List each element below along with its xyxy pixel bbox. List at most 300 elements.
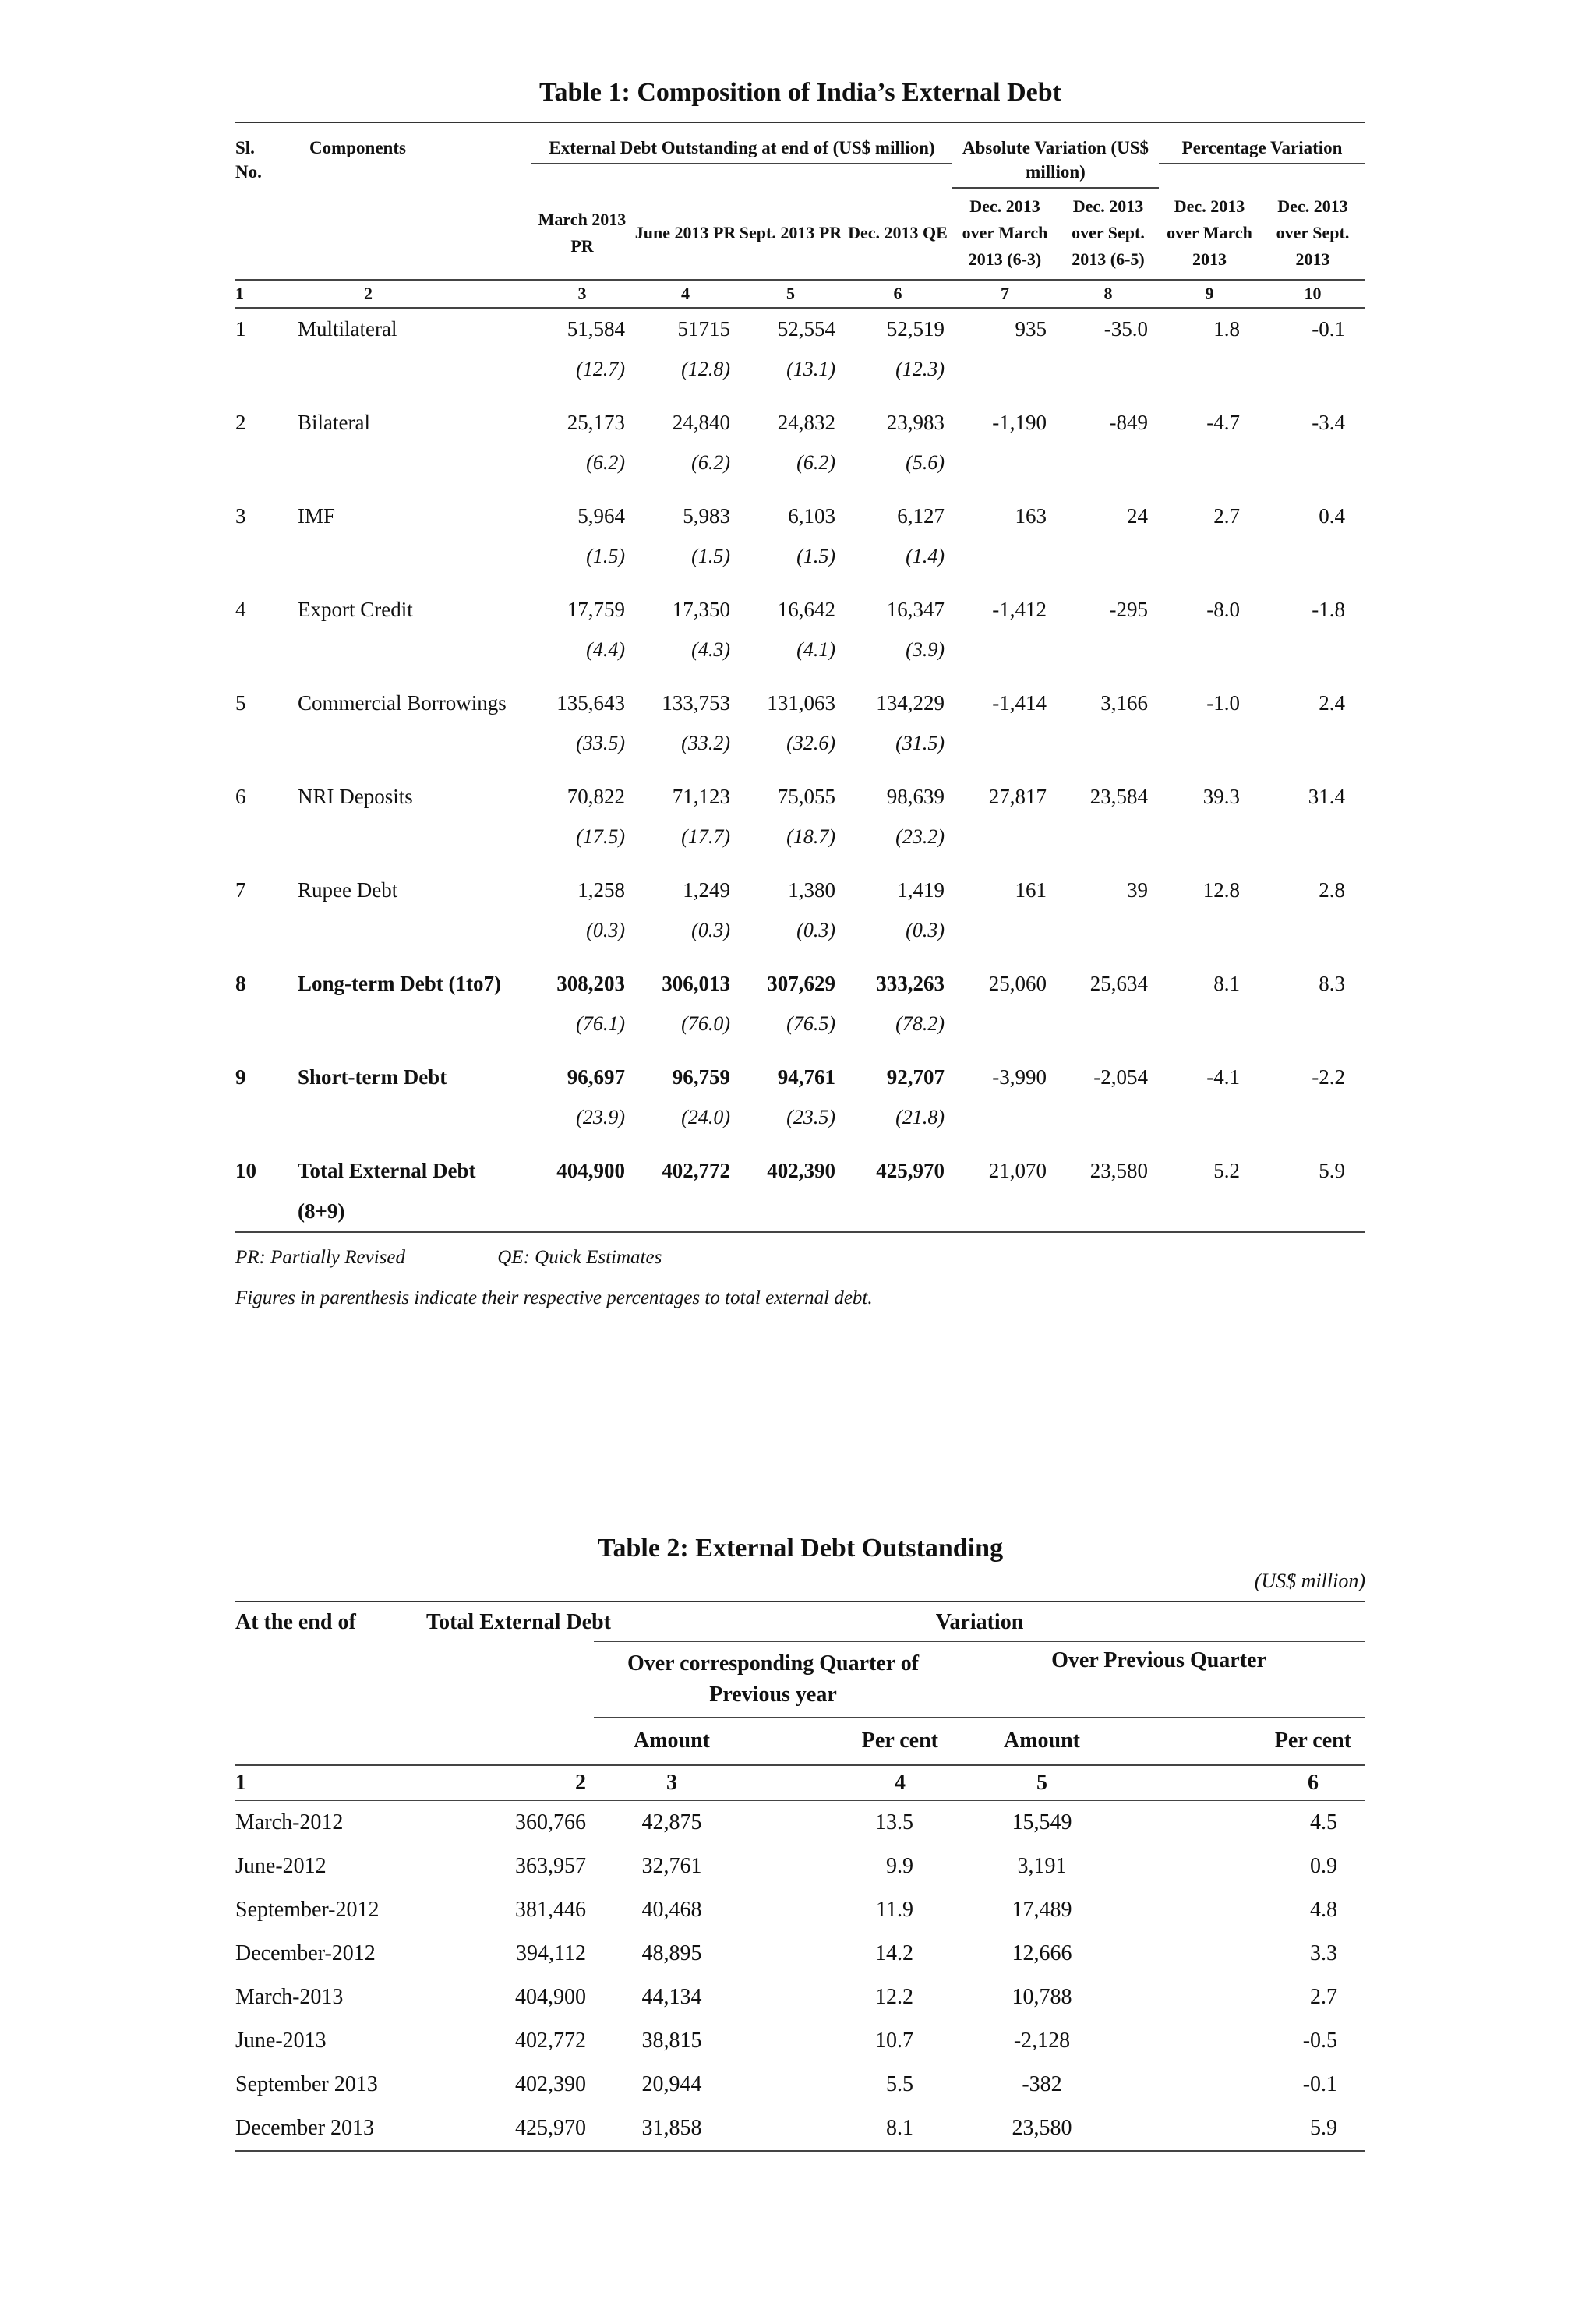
row-spacer (235, 1004, 278, 1044)
row-gap-cell (235, 764, 1365, 776)
row-spacer (531, 1191, 633, 1232)
cell-value: 4.8 (1310, 1898, 1338, 1922)
table1-body (235, 308, 1365, 1232)
cell-value: 404,900 (515, 1985, 586, 2009)
cell-value: 0.4 (1319, 503, 1345, 528)
subheader-pct-dec-over-march: Dec. 2013 over March 2013 (1167, 196, 1252, 269)
row-spacer (1058, 723, 1159, 764)
row-spacer (278, 1097, 531, 1138)
cell-value: 39.3 (1202, 784, 1240, 808)
table-row-percent (235, 630, 1365, 670)
cell-percent: (23.5) (786, 1106, 835, 1128)
cell-value: 5.9 (1319, 1158, 1345, 1182)
row-gap (235, 951, 1365, 963)
cell-value: -0.1 (1302, 2072, 1338, 2096)
row-spacer (1058, 443, 1159, 483)
table-row (235, 496, 1365, 536)
cell-value: 12.8 (1202, 878, 1240, 902)
row-spacer (952, 723, 1058, 764)
cell-value: 306,013 (662, 971, 730, 995)
cell-value: 17,350 (672, 597, 730, 621)
col-number: 5 (738, 280, 843, 308)
cell-value: -35.0 (1103, 316, 1148, 341)
row-gap (235, 670, 1365, 683)
cell-percent: (76.5) (786, 1012, 835, 1035)
row-spacer (952, 910, 1058, 951)
row-period: June-2012 (235, 1854, 327, 1878)
row-spacer (1260, 1097, 1365, 1138)
cell-percent: (1.4) (906, 545, 945, 567)
header-over-previous: Over Previous Quarter (952, 1642, 1365, 1718)
table-row (235, 402, 1365, 443)
row-gap (235, 1044, 1365, 1057)
cell-value: 15,549 (1012, 1810, 1072, 1835)
row-spacer (1058, 630, 1159, 670)
row-spacer (235, 1191, 278, 1232)
header-percent-1: Per cent (861, 1729, 938, 1753)
row-spacer (278, 910, 531, 951)
row-gap (235, 390, 1365, 402)
row-spacer (1260, 723, 1365, 764)
cell-value: 5.5 (886, 2072, 913, 2096)
cell-value: -295 (1109, 597, 1148, 621)
header-percent-2: Per cent (1274, 1729, 1352, 1753)
row-component: Long-term Debt (1to7) (298, 971, 501, 995)
row-spacer (235, 630, 278, 670)
cell-percent: (18.7) (786, 825, 835, 848)
cell-value: 425,970 (515, 2116, 586, 2140)
cell-value: 2.7 (1310, 1985, 1338, 2009)
row-spacer (1058, 1191, 1159, 1232)
cell-value: -0.5 (1302, 2029, 1338, 2053)
cell-value: 31.4 (1308, 784, 1345, 808)
row-spacer (1260, 817, 1365, 857)
row-number: 3 (235, 503, 246, 528)
cell-value: 360,766 (515, 1810, 586, 1835)
cell-value: 24 (1127, 503, 1148, 528)
cell-value: 71,123 (672, 784, 730, 808)
row-spacer (235, 910, 278, 951)
row-number: 10 (235, 1158, 256, 1182)
row-spacer (952, 349, 1058, 390)
row-spacer (952, 817, 1058, 857)
header-group-absolute: Absolute Variation (US$ million) (952, 136, 1159, 189)
note-pr: PR: Partially Revised (235, 1247, 405, 1268)
table-row (235, 963, 1365, 1004)
cell-value: -3.4 (1312, 410, 1345, 434)
cell-value: 31,858 (641, 2116, 702, 2140)
row-period: March-2012 (235, 1810, 344, 1835)
cell-value: 1,380 (788, 878, 835, 902)
cell-value: 425,970 (876, 1158, 945, 1182)
cell-value: 333,263 (876, 971, 945, 995)
table-row-percent (235, 910, 1365, 951)
row-spacer (278, 349, 531, 390)
cell-value: 394,112 (516, 1941, 586, 1965)
cell-value: 381,446 (515, 1898, 586, 1922)
cell-value: 161 (1015, 878, 1047, 902)
table-row-percent (235, 1004, 1365, 1044)
cell-percent: (78.2) (895, 1012, 945, 1035)
cell-value: 8.3 (1319, 971, 1345, 995)
cell-percent: (6.2) (586, 451, 625, 474)
table-row (235, 776, 1365, 817)
cell-value: -2.2 (1312, 1065, 1345, 1089)
row-gap-cell (235, 670, 1365, 683)
table-row (235, 589, 1365, 630)
cell-value: 23,983 (886, 410, 945, 434)
table1-notes (235, 1238, 1365, 1319)
cell-percent: (31.5) (895, 732, 945, 754)
cell-value: 1,258 (577, 878, 625, 902)
subheader-dec-2013: Dec. 2013 QE (848, 223, 948, 242)
col-number: 4 (633, 280, 738, 308)
cell-value: 17,759 (567, 597, 625, 621)
cell-value: 17,489 (1012, 1898, 1072, 1922)
cell-value: 42,875 (641, 1810, 702, 1835)
cell-value: 51715 (677, 316, 730, 341)
cell-value: 48,895 (641, 1941, 702, 1965)
cell-value: 25,060 (988, 971, 1047, 995)
table-row-percent (235, 349, 1365, 390)
cell-value: -4.1 (1206, 1065, 1240, 1089)
cell-value: 10.7 (875, 2029, 913, 2053)
cell-value: 135,643 (556, 690, 625, 715)
header-components: Components (309, 138, 406, 157)
cell-value: 131,063 (767, 690, 835, 715)
table1-top-rule (235, 122, 1365, 123)
cell-percent: (12.3) (895, 358, 945, 380)
row-period: December 2013 (235, 2116, 375, 2140)
cell-value: 24,840 (672, 410, 730, 434)
row-gap (235, 577, 1365, 589)
cell-percent: (0.3) (691, 919, 730, 941)
cell-percent: (5.6) (906, 451, 945, 474)
cell-value: 44,134 (641, 1985, 702, 2009)
cell-value: 8.1 (886, 2116, 913, 2140)
table2-body (235, 1801, 1365, 2152)
row-spacer (1159, 1191, 1260, 1232)
row-spacer (1260, 443, 1365, 483)
cell-percent: (17.5) (576, 825, 625, 848)
row-period: September-2012 (235, 1898, 380, 1922)
row-spacer (235, 443, 278, 483)
table-row (235, 2063, 1365, 2106)
cell-percent: (6.2) (796, 451, 835, 474)
cell-value: -2,054 (1093, 1065, 1148, 1089)
cell-value: 935 (1015, 316, 1047, 341)
cell-value: -3,990 (992, 1065, 1047, 1089)
cell-value: -8.0 (1206, 597, 1240, 621)
cell-value: 3.3 (1310, 1941, 1338, 1965)
row-spacer (1159, 1004, 1260, 1044)
table-row (235, 1150, 1365, 1191)
cell-percent: (1.5) (691, 545, 730, 567)
col-number: 1 (235, 1771, 246, 1795)
row-spacer (1058, 349, 1159, 390)
cell-value: 3,191 (1017, 1854, 1067, 1878)
row-spacer (235, 817, 278, 857)
row-spacer (952, 1097, 1058, 1138)
row-spacer (1058, 536, 1159, 577)
cell-percent: (4.3) (691, 638, 730, 661)
cell-percent: (23.9) (576, 1106, 625, 1128)
cell-percent: (4.1) (796, 638, 835, 661)
cell-value: 92,707 (886, 1065, 945, 1089)
row-spacer (633, 1191, 738, 1232)
row-period: March-2013 (235, 1985, 344, 2009)
table-row (235, 683, 1365, 723)
col-number: 7 (952, 280, 1058, 308)
row-spacer (1260, 910, 1365, 951)
row-spacer (1159, 1097, 1260, 1138)
table-row (235, 1932, 1365, 1976)
cell-percent: (33.5) (576, 732, 625, 754)
table-row (235, 2106, 1365, 2151)
row-component: Multilateral (298, 316, 397, 341)
table-row (235, 1845, 1365, 1888)
col-number: 5 (1036, 1771, 1047, 1795)
row-component: Bilateral (298, 410, 370, 434)
row-gap-cell (235, 1044, 1365, 1057)
cell-value: -1.0 (1206, 690, 1240, 715)
row-period: September 2013 (235, 2072, 378, 2096)
cell-percent: (0.3) (796, 919, 835, 941)
row-spacer (1159, 630, 1260, 670)
subheader-abs-dec-over-march: Dec. 2013 over March 2013 (6-3) (962, 196, 1048, 269)
row-component: Short-term Debt (298, 1065, 447, 1089)
cell-percent: (3.9) (906, 638, 945, 661)
cell-value: -4.7 (1206, 410, 1240, 434)
col-number: 9 (1159, 280, 1260, 308)
cell-value: 9.9 (886, 1854, 913, 1878)
row-spacer (278, 443, 531, 483)
row-number: 1 (235, 316, 246, 341)
row-gap-cell (235, 483, 1365, 496)
col-number: 6 (843, 280, 952, 308)
cell-value: 402,390 (767, 1158, 835, 1182)
cell-value: 1,419 (897, 878, 945, 902)
subheader-sept-2013: Sept. 2013 PR (739, 223, 842, 242)
table-row (235, 1057, 1365, 1097)
row-spacer (1058, 817, 1159, 857)
cell-percent: (6.2) (691, 451, 730, 474)
table-row-percent (235, 1097, 1365, 1138)
row-number: 8 (235, 971, 246, 995)
cell-value: 404,900 (556, 1158, 625, 1182)
table-row (235, 870, 1365, 910)
row-spacer (278, 1004, 531, 1044)
row-spacer (952, 1191, 1058, 1232)
cell-value: 14.2 (875, 1941, 913, 1965)
cell-value: 308,203 (556, 971, 625, 995)
table-row (235, 1888, 1365, 1932)
row-component: Export Credit (298, 597, 413, 621)
col-number: 6 (1308, 1771, 1319, 1795)
header-sl-no: Sl. No. (235, 138, 262, 182)
cell-value: 5,983 (683, 503, 730, 528)
cell-value: 3,166 (1100, 690, 1148, 715)
cell-value: 51,584 (567, 316, 625, 341)
row-spacer (235, 536, 278, 577)
row-spacer (278, 817, 531, 857)
cell-value: 96,697 (567, 1065, 625, 1089)
cell-percent: (21.8) (895, 1106, 945, 1128)
col-number: 1 (235, 280, 278, 308)
cell-value: 1.8 (1213, 316, 1240, 341)
cell-value: 70,822 (567, 784, 625, 808)
row-component: IMF (298, 503, 336, 528)
row-spacer (843, 1191, 952, 1232)
col-number: 10 (1260, 280, 1365, 308)
cell-value: 402,772 (662, 1158, 730, 1182)
table-row (235, 2019, 1365, 2063)
cell-percent: (76.1) (576, 1012, 625, 1035)
cell-value: 52,554 (777, 316, 835, 341)
row-spacer (235, 723, 278, 764)
cell-value: 5.9 (1310, 2116, 1338, 2140)
cell-value: 21,070 (988, 1158, 1047, 1182)
row-spacer (235, 1097, 278, 1138)
cell-value: 8.1 (1213, 971, 1240, 995)
table2-unit: (US$ million) (1254, 1570, 1365, 1592)
col-number: 3 (666, 1771, 677, 1795)
cell-value: 133,753 (662, 690, 730, 715)
row-gap (235, 857, 1365, 870)
row-number: 2 (235, 410, 246, 434)
subheader-march-2013: March 2013 PR (538, 210, 627, 256)
cell-percent: (12.8) (681, 358, 730, 380)
header-group-outstanding: External Debt Outstanding at end of (US$ million) (531, 136, 952, 164)
cell-value: 12,666 (1012, 1941, 1072, 1965)
table-row (235, 1801, 1365, 1845)
row-spacer (1159, 817, 1260, 857)
row-gap-cell (235, 951, 1365, 963)
row-spacer (1260, 1004, 1365, 1044)
table-row (235, 1976, 1365, 2019)
cell-value: 98,639 (886, 784, 945, 808)
header-total-external-debt: Total External Debt (426, 1610, 611, 1634)
cell-value: 52,519 (886, 316, 945, 341)
row-component-cont: (8+9) (278, 1191, 531, 1232)
row-gap-cell (235, 1138, 1365, 1150)
cell-percent: (23.2) (895, 825, 945, 848)
row-spacer (1058, 910, 1159, 951)
table2-section (235, 1534, 1365, 2152)
header-at-end-of: At the end of (235, 1610, 356, 1634)
row-component: Rupee Debt (298, 878, 398, 902)
cell-value: -2,128 (1013, 2029, 1071, 2053)
row-spacer (235, 349, 278, 390)
cell-value: 27,817 (988, 784, 1047, 808)
row-number: 6 (235, 784, 246, 808)
row-number: 4 (235, 597, 246, 621)
header-variation: Variation (594, 1602, 1365, 1642)
cell-value: 25,634 (1089, 971, 1148, 995)
row-spacer (1260, 536, 1365, 577)
row-gap-cell (235, 390, 1365, 402)
cell-value: 2.8 (1319, 878, 1345, 902)
cell-value: 40,468 (641, 1898, 702, 1922)
header-over-corresponding: Over corresponding Quarter of Previous year (594, 1642, 952, 1718)
row-spacer (278, 630, 531, 670)
col-number: 4 (895, 1771, 906, 1795)
table2-title: Table 2: External Debt Outstanding (597, 1534, 1004, 1563)
row-component: NRI Deposits (298, 784, 413, 808)
cell-value: -1.8 (1312, 597, 1345, 621)
row-spacer (1260, 1191, 1365, 1232)
row-spacer (278, 723, 531, 764)
row-spacer (952, 536, 1058, 577)
cell-value: 25,173 (567, 410, 625, 434)
cell-percent: (0.3) (586, 919, 625, 941)
cell-percent: (32.6) (786, 732, 835, 754)
cell-value: 402,390 (515, 2072, 586, 2096)
cell-value: 307,629 (767, 971, 835, 995)
cell-value: -849 (1109, 410, 1148, 434)
cell-percent: (4.4) (586, 638, 625, 661)
cell-value: 6,127 (897, 503, 945, 528)
cell-value: 163 (1015, 503, 1047, 528)
header-amount-2: Amount (1003, 1729, 1080, 1753)
header-amount-1: Amount (633, 1729, 710, 1753)
table-row-percent (235, 723, 1365, 764)
col-number: 2 (278, 280, 531, 308)
row-spacer (278, 536, 531, 577)
cell-value: 23,584 (1089, 784, 1148, 808)
cell-value: 12.2 (875, 1985, 913, 2009)
row-spacer (1058, 1004, 1159, 1044)
cell-value: 0.9 (1310, 1854, 1338, 1878)
cell-value: 32,761 (641, 1854, 702, 1878)
cell-percent: (1.5) (796, 545, 835, 567)
cell-percent: (12.7) (576, 358, 625, 380)
cell-value: -1,414 (992, 690, 1047, 715)
cell-percent: (13.1) (786, 358, 835, 380)
row-period: December-2012 (235, 1941, 376, 1965)
cell-value: 24,832 (777, 410, 835, 434)
cell-value: 96,759 (672, 1065, 730, 1089)
row-spacer (1159, 536, 1260, 577)
cell-value: 4.5 (1310, 1810, 1338, 1835)
row-number: 5 (235, 690, 246, 715)
row-spacer (738, 1191, 843, 1232)
row-component: Total External Debt (298, 1158, 476, 1182)
row-spacer (1260, 349, 1365, 390)
cell-value: -1,190 (992, 410, 1047, 434)
subheader-pct-dec-over-sept: Dec. 2013 over Sept. 2013 (1276, 196, 1350, 269)
cell-value: 38,815 (641, 2029, 702, 2053)
row-spacer (1260, 630, 1365, 670)
cell-percent: (33.2) (681, 732, 730, 754)
note-figures: Figures in parenthesis indicate their respective percentages to total external debt. (235, 1287, 873, 1308)
row-spacer (1159, 349, 1260, 390)
col-number: 3 (531, 280, 633, 308)
cell-value: 2.7 (1213, 503, 1240, 528)
cell-value: 10,788 (1012, 1985, 1072, 2009)
row-spacer (952, 630, 1058, 670)
table-row-percent (235, 443, 1365, 483)
row-spacer (1159, 443, 1260, 483)
row-number: 7 (235, 878, 246, 902)
cell-value: 23,580 (1089, 1158, 1148, 1182)
table1-title: Table 1: Composition of India’s External Debt (539, 78, 1061, 107)
cell-value: 20,944 (641, 2072, 702, 2096)
cell-value: 75,055 (777, 784, 835, 808)
row-spacer (1159, 723, 1260, 764)
row-period: June-2013 (235, 2029, 327, 2053)
cell-percent: (1.5) (586, 545, 625, 567)
